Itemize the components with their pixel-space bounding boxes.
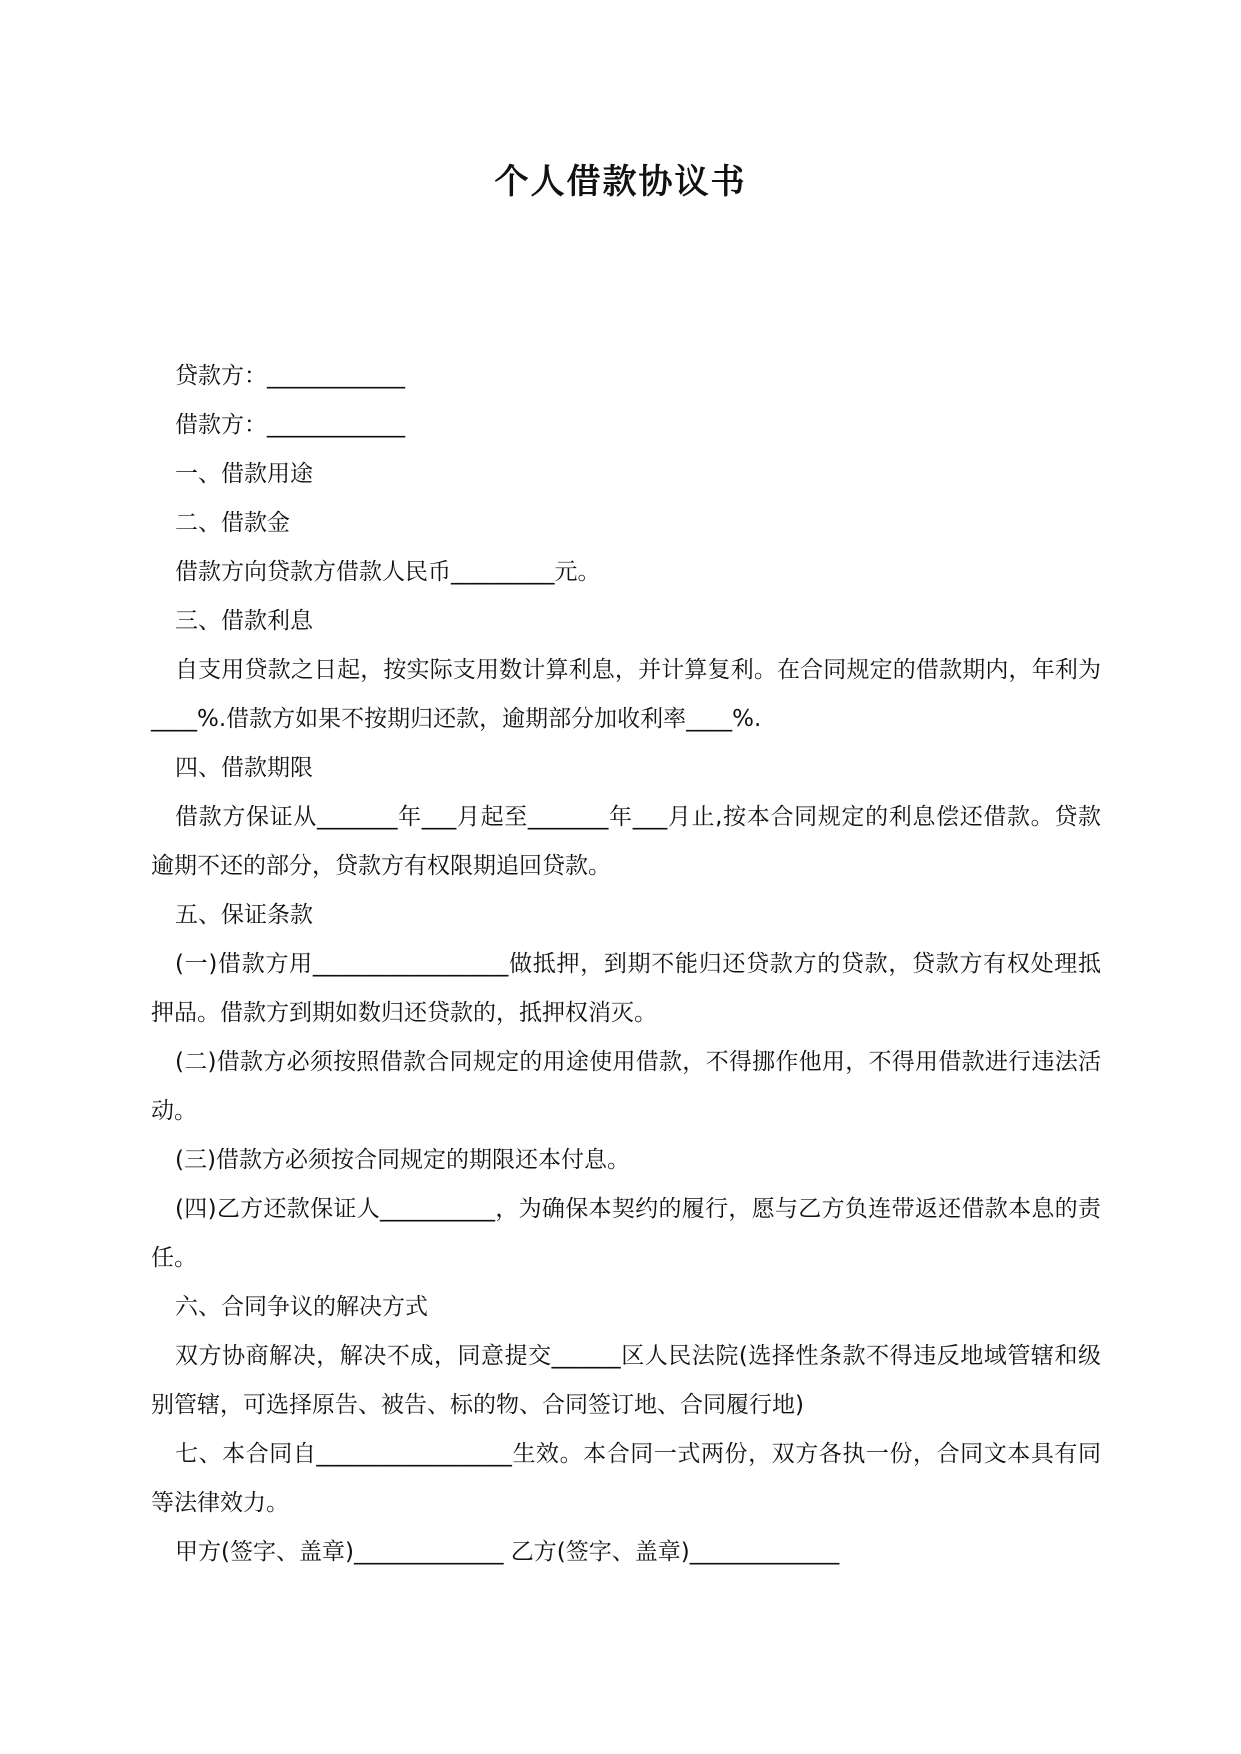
interest-clause: 自支用贷款之日起，按实际支用数计算利息，并计算复利。在合同规定的借款期内，年利为____%.借款方如果不按期归还款，逾期部分加收利率____%.: [151, 657, 1101, 732]
guarantee-clause-1: (一)借款方用_________________做抵押，到期不能归还贷款方的贷款，贷款方有权处理抵押品。借款方到期如数归还贷款的，抵押权消灭。: [151, 951, 1101, 1026]
section-heading-interest: 三、借款利息: [175, 608, 313, 634]
borrower-line: 借款方：____________: [175, 412, 405, 438]
section-heading-dispute: 六、合同争议的解决方式: [175, 1294, 428, 1320]
section-heading-amount: 二、借款金: [175, 510, 290, 536]
dispute-clause: 双方协商解决，解决不成，同意提交______区人民法院(选择性条款不得违反地域管辖和级别管辖，可选择原告、被告、标的物、合同签订地、合同履行地): [151, 1343, 1101, 1418]
guarantee-clause-3: (三)借款方必须按合同规定的期限还本付息。: [175, 1147, 630, 1173]
section-heading-purpose: 一、借款用途: [175, 461, 313, 487]
signature-line: 甲方(签字、盖章)_____________ 乙方(签字、盖章)_____________: [175, 1539, 840, 1565]
section-heading-term: 四、借款期限: [175, 755, 313, 781]
guarantee-clause-2: (二)借款方必须按照借款合同规定的用途使用借款，不得挪作他用，不得用借款进行违法活动。: [151, 1049, 1101, 1124]
section-heading-guarantee: 五、保证条款: [175, 902, 313, 928]
effective-clause: 七、本合同自_________________生效。本合同一式两份，双方各执一份，合同文本具有同等法律效力。: [151, 1441, 1101, 1516]
document-body: [151, 352, 1101, 1577]
guarantee-clause-4: (四)乙方还款保证人__________，为确保本契约的履行，愿与乙方负连带返还借款本息的责任。: [151, 1196, 1101, 1271]
term-clause: 借款方保证从_______年___月起至_______年___月止,按本合同规定的利息偿还借款。贷款逾期不还的部分，贷款方有权限期追回贷款。: [151, 804, 1101, 879]
amount-clause: 借款方向贷款方借款人民币_________元。: [175, 559, 601, 585]
document-title: 个人借款协议书: [494, 162, 747, 202]
lender-line: 贷款方：____________: [175, 363, 405, 389]
